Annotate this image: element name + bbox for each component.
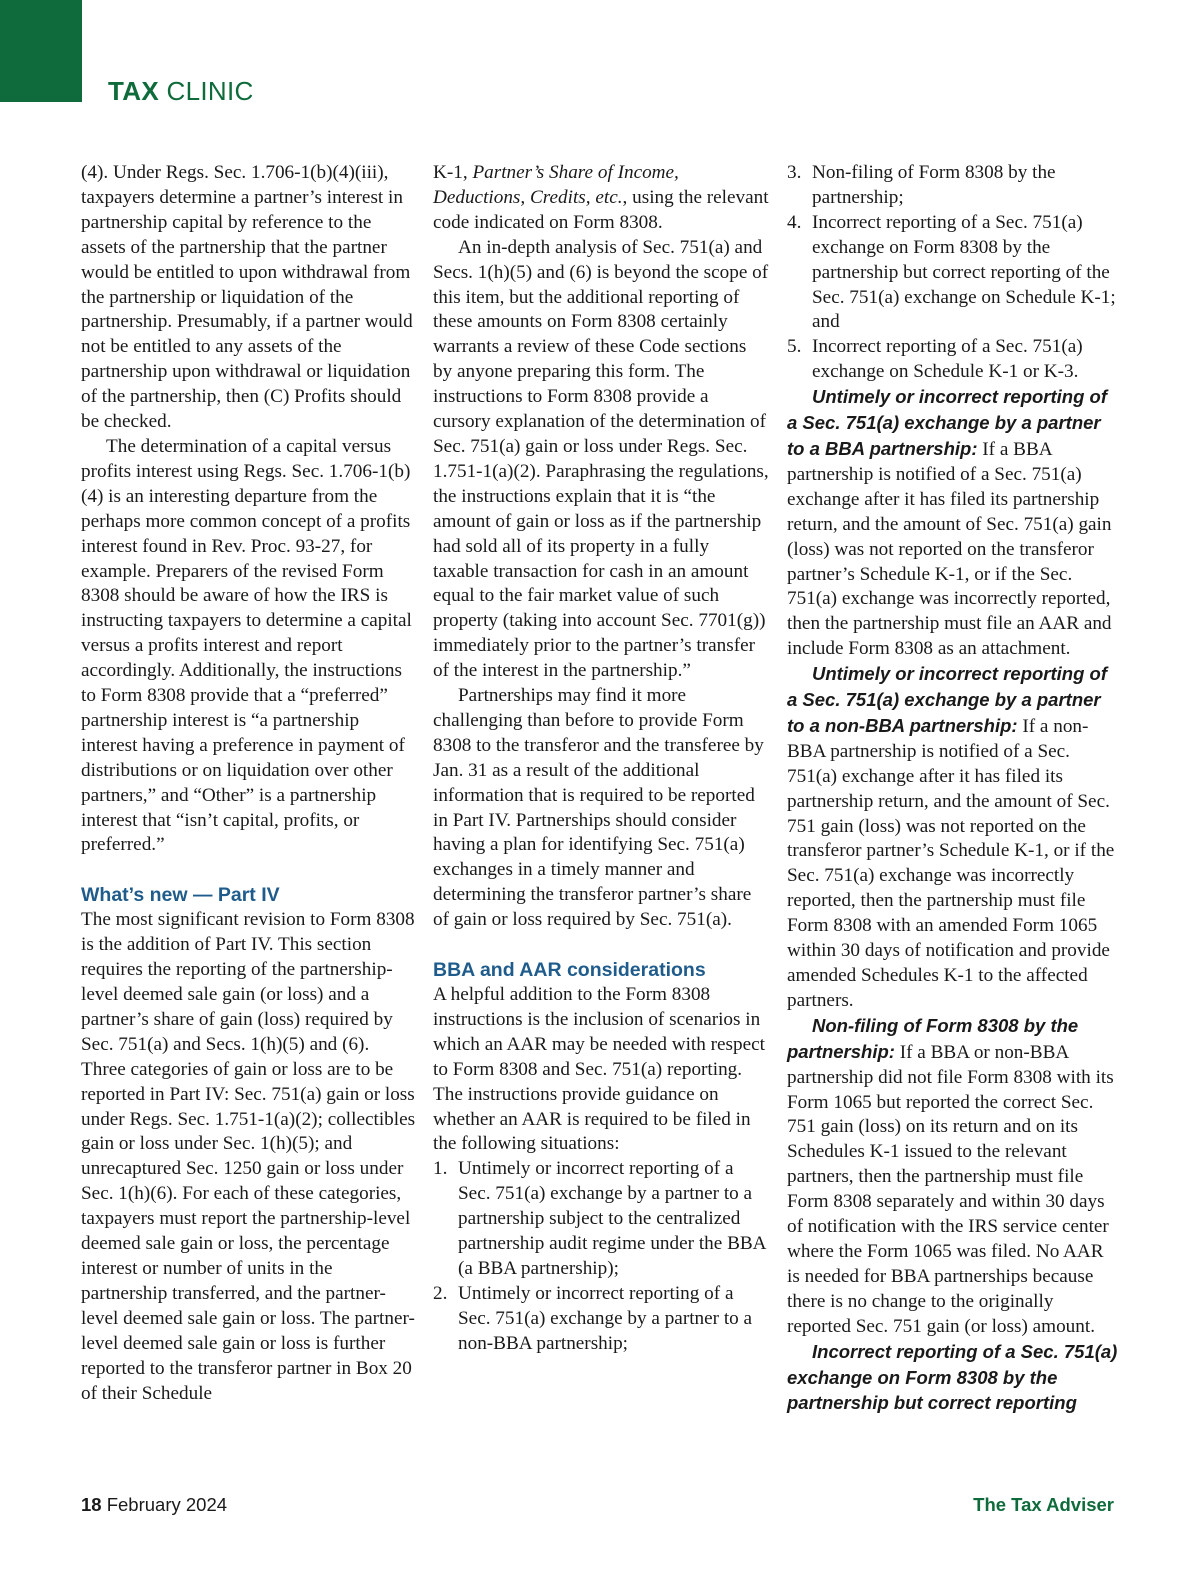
column-1 — [81, 161, 417, 1406]
list-text: Incorrect reporting of a Sec. 751(a) exchange on Form 8308 by the partnership but correct reporting of the Sec. 751(a) exchange on Schedule K-1; and — [812, 211, 1116, 333]
section-title-light: CLINIC — [166, 76, 254, 106]
list-item — [433, 1282, 769, 1357]
text-run: If a BBA partnership is notified of a Sec. 751(a) exchange after it has filed its partnership return, and the amount of Sec. 751(a) gain (loss) was not reported on the transferor partner’s Schedule K-1, or if the Sec. 751(a) exchange was incorrectly reported, then the partnership must file an AAR and include Form 8308 as an attachment. — [787, 438, 1112, 660]
list-item — [787, 335, 1121, 385]
section-heading: BBA and AAR considerations — [433, 959, 706, 982]
header-color-block — [0, 0, 82, 102]
list-text: Incorrect reporting of a Sec. 751(a) exchange on Schedule K-1 or K-3. — [812, 336, 1083, 383]
paragraph: The most significant revision to Form 8308 is the addition of Part IV. This section requires the reporting of the partnership-level deemed sale gain (or loss) and a partner’s share of gain (loss) required by Sec. 751(a) and Secs. 1(h)(5) and (6). Three categories of gain or loss are to be reported in Part IV: Sec. 751(a) gain or loss under Regs. Sec. 1.751-1(a)(2); collectibles gain or loss under Sec. 1(h)(5); and unrecaptured Sec. 1250 gain or loss under Sec. 1(h)(6). For each of these categories, taxpayers must report the partnership-level deemed sale gain or loss, the percentage interest or number of units in the partnership transferred, and the partner-level deemed sale gain or loss. The partner-level deemed sale gain or loss is further reported to the transferor partner in Box 20 of their Schedule — [81, 909, 416, 1404]
paragraph — [787, 1014, 1121, 1340]
list-item — [433, 1157, 769, 1282]
paragraph: Partnerships may find it more challenging than before to provide Form 8308 to the transferor and the transferee by Jan. 31 as a result of the additional information that is required to be reported in Part IV. Partnerships should consider having a plan for identifying Sec. 751(a) exchanges in a timely manner and determining the transferor partner’s share of gain or loss required by Sec. 751(a). — [433, 685, 764, 931]
list-number: 2. — [433, 1282, 448, 1304]
paragraph: (4). Under Regs. Sec. 1.706-1(b)(4)(iii), taxpayers determine a partner’s interest in partnership capital by reference to the assets of the partnership that the partner would be entitled to upon withdrawal from the partnership or liquidation of the partnership. Presumably, if a partner would not be entitled to any assets of the partnership upon withdrawal or liquidation of the partnership, then (C) Profits should be checked. — [81, 162, 413, 433]
form-title-italic: Partner’s Share of Income, Deductions, Credits, etc. — [433, 162, 679, 208]
paragraph — [787, 1340, 1121, 1418]
paragraph — [787, 662, 1121, 1014]
paragraph: An in-depth analysis of Sec. 751(a) and Secs. 1(h)(5) and (6) is beyond the scope of this item, but the additional reporting of these amounts on Form 8308 certainly warrants a review of these Code sections by anyone preparing this form. The instructions to Form 8308 provide a cursory explanation of the determination of Sec. 751(a) gain or loss under Regs. Sec. 1.751-1(a)(2). Paraphrasing the regulations, the instructions explain that it is “the amount of gain or loss as if the partnership had sold all of its property in a fully taxable transaction for cash in an amount equal to the fair market value of such property (taking into account Sec. 7701(g)) immediately prior to the partner’s transfer of the interest in the partnership.” — [433, 236, 769, 682]
paragraph — [433, 161, 769, 236]
list-number: 4. — [787, 211, 802, 233]
list-text: Untimely or incorrect reporting of a Sec. 751(a) exchange by a partner to a partnership subject to the centralized partnership audit regime under the BBA (a BBA partnership); — [458, 1158, 766, 1279]
section-heading: What’s new — Part IV — [81, 884, 280, 907]
list-number: 1. — [433, 1158, 448, 1180]
text-run: K-1, — [433, 162, 473, 183]
section-header — [108, 76, 254, 107]
paragraph: A helpful addition to the Form 8308 instructions is the inclusion of scenarios in which an AAR may be needed with respect to Form 8308 and Sec. 751(a) reporting. The instructions provide guidance on whether an AAR is required to be filed in the following situations: — [433, 984, 765, 1155]
journal-name: The Tax Adviser — [973, 1494, 1114, 1515]
run-in-heading: Untimely or incorrect reporting of a Sec. 751(a) exchange by a partner to a non-BBA partnership: — [787, 663, 1108, 736]
list-text: Non-filing of Form 8308 by the partnership; — [812, 162, 1056, 208]
paragraph: The determination of a capital versus profits interest using Regs. Sec. 1.706-1(b)(4) is an interesting departure from the perhaps more common concept of a profits interest found in Rev. Proc. 93-27, for example. Preparers of the revised Form 8308 should be aware of how the IRS is instructing taxpayers to determine a capital versus a profits interest and report accordingly. Additionally, the instructions to Form 8308 provide that a “preferred” partnership interest is “a partnership interest having a preference in payment of distributions or on liquidation over other partners,” and “Other” is a partnership interest that “isn’t capital, profits, or preferred.” — [81, 435, 412, 856]
footer-page-info — [81, 1494, 227, 1516]
list-text: Untimely or incorrect reporting of a Sec. 751(a) exchange by a partner to a non-BBA partnership; — [458, 1282, 753, 1354]
page-number: 18 — [81, 1494, 102, 1515]
run-in-heading: Incorrect reporting of a Sec. 751(a) exchange on Form 8308 by the partnership but correct reporting — [787, 1340, 1118, 1414]
issue-date: February 2024 — [106, 1494, 228, 1515]
paragraph — [787, 385, 1121, 662]
list-number: 5. — [787, 336, 802, 358]
text-run: If a BBA or non-BBA partnership did not file Form 8308 with its Form 1065 but reported the correct Sec. 751 gain (loss) on its return and on its Schedules K-1 issued to the relevant partners, then the partnership must file Form 8308 separately and within 30 days of notification with the IRS service center where the Form 1065 was filed. No AAR is needed for BBA partnerships because there is no change to the originally reported Sec. 751 gain (or loss) amount. — [787, 1041, 1114, 1337]
text-run: , using the relevant code indicated on Form 8308. — [433, 186, 769, 233]
column-3 — [787, 161, 1121, 1417]
column-2 — [433, 161, 769, 1357]
run-in-heading: Untimely or incorrect reporting of a Sec. 751(a) exchange by a partner to a BBA partnership: — [787, 386, 1108, 459]
section-title-bold: TAX — [108, 76, 159, 106]
list-number: 3. — [787, 162, 802, 183]
text-run: If a non-BBA partnership is notified of a Sec. 751(a) exchange after it has filed its partnership return, and the amount of Sec. 751 gain (loss) was not reported on the transferor partner’s Schedule K-1, or if the Sec. 751(a) exchange was incorrectly reported, then the partnership must file Form 8308 with an amended Form 1065 within 30 days of notification and provide amended Schedules K-1 to the affected partners. — [787, 715, 1115, 1011]
list-item — [787, 211, 1121, 336]
list-item — [787, 161, 1121, 211]
run-in-heading: Non-filing of Form 8308 by the partnership: — [787, 1014, 1079, 1062]
